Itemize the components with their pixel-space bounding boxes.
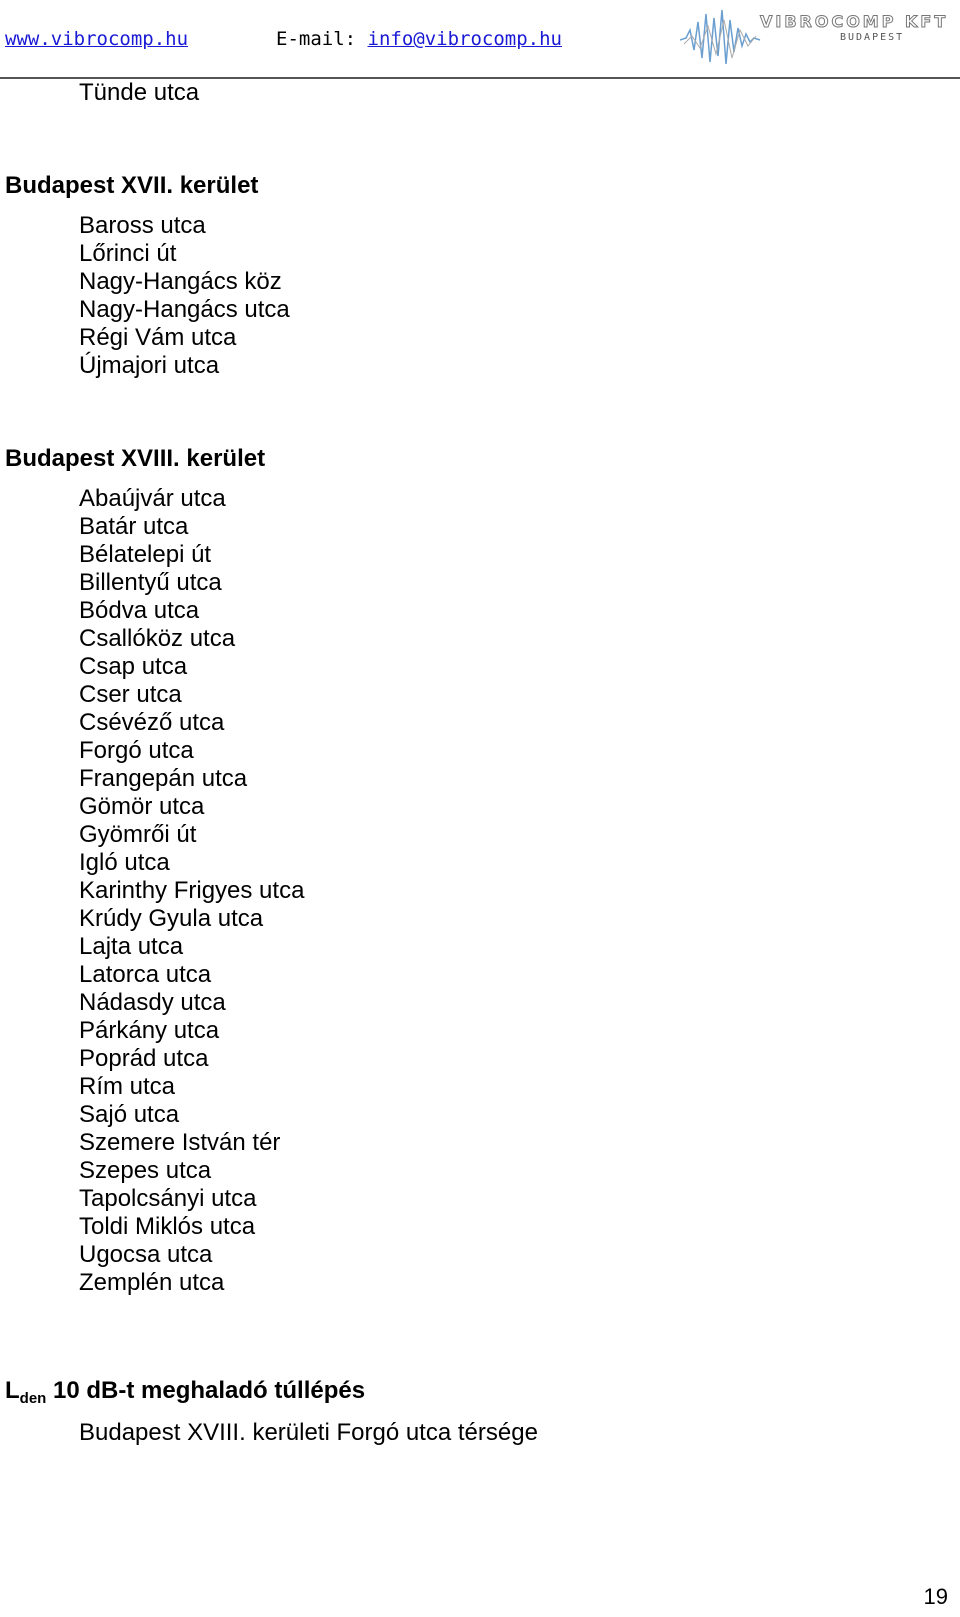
list-item: Bódva utca — [79, 597, 200, 624]
list-item: Tapolcsányi utca — [79, 1185, 257, 1212]
district-xviii-heading: Budapest XVIII. kerület — [5, 445, 266, 472]
list-item: Krúdy Gyula utca — [79, 905, 264, 932]
list-item: Batár utca — [79, 513, 189, 540]
list-item: Baross utca — [79, 212, 206, 239]
list-item: Csap utca — [79, 653, 188, 680]
list-item: Sajó utca — [79, 1101, 180, 1128]
list-item: Frangepán utca — [79, 765, 248, 792]
page-number: 19 — [923, 1584, 948, 1609]
list-item: Latorca utca — [79, 961, 212, 988]
exceedance-heading — [5, 1376, 365, 1413]
list-item: Nádasdy utca — [79, 989, 226, 1016]
email-link[interactable]: info@vibrocomp.hu — [367, 28, 562, 50]
list-item: Poprád utca — [79, 1045, 209, 1072]
exceedance-subscript: den — [19, 1390, 47, 1407]
district-xvii-heading: Budapest XVII. kerület — [5, 172, 259, 199]
logo-wordmark: VIBROCOMP KFT — [760, 12, 949, 31]
list-item: Igló utca — [79, 849, 170, 876]
list-item: Budapest XVIII. kerületi Forgó utca térsége — [79, 1419, 538, 1446]
list-item: Abaújvár utca — [79, 485, 226, 512]
list-item: Tünde utca — [79, 79, 200, 106]
list-item: Csévéző utca — [79, 709, 225, 736]
list-item: Újmajori utca — [79, 352, 220, 379]
list-item: Gömör utca — [79, 793, 205, 820]
page-header — [0, 0, 960, 80]
exceedance-title: 10 dB-t meghaladó túllépés — [53, 1377, 366, 1404]
vibrocomp-logo — [680, 0, 960, 74]
list-item: Cser utca — [79, 681, 182, 708]
list-item: Ugocsa utca — [79, 1241, 213, 1268]
list-item: Bélatelepi út — [79, 541, 212, 568]
list-item: Zemplén utca — [79, 1269, 225, 1296]
list-item: Billentyű utca — [79, 569, 222, 596]
email-label: E-mail: — [276, 28, 357, 50]
list-item: Szepes utca — [79, 1157, 212, 1184]
website-link[interactable]: www.vibrocomp.hu — [5, 28, 189, 50]
exceedance-symbol: L — [5, 1377, 20, 1404]
logo-subtitle: BUDAPEST — [840, 32, 905, 43]
list-item: Nagy-Hangács utca — [79, 296, 290, 323]
list-item: Gyömrői út — [79, 821, 197, 848]
list-item: Régi Vám utca — [79, 324, 237, 351]
list-item: Nagy-Hangács köz — [79, 268, 282, 295]
list-item: Karinthy Frigyes utca — [79, 877, 305, 904]
list-item: Forgó utca — [79, 737, 194, 764]
list-item: Lőrinci út — [79, 240, 177, 267]
list-item: Csallóköz utca — [79, 625, 236, 652]
list-item: Toldi Miklós utca — [79, 1213, 256, 1240]
email-contact — [276, 27, 562, 51]
list-item: Rím utca — [79, 1073, 176, 1100]
list-item: Lajta utca — [79, 933, 184, 960]
list-item: Szemere István tér — [79, 1129, 281, 1156]
list-item: Párkány utca — [79, 1017, 220, 1044]
